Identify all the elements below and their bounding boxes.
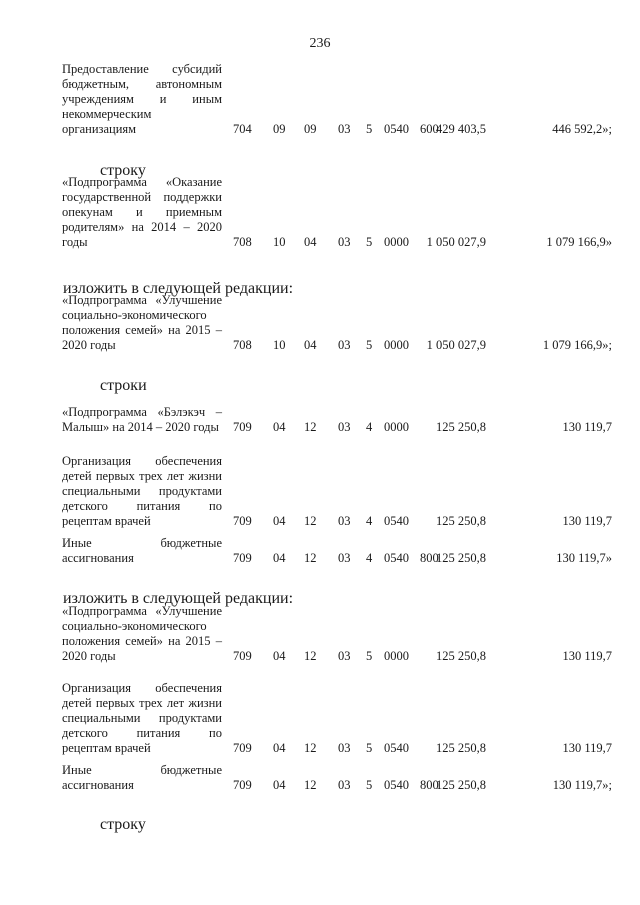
subsection: 12	[304, 649, 317, 663]
value-2015: 125 250,8	[436, 514, 486, 528]
row-label: «Подпрограмма «Оказание государственной поддержки опекунам и приемным родителям» на 2014 – 2020 годы	[62, 175, 222, 249]
section: 04	[273, 741, 286, 755]
admin-code: 709	[233, 420, 252, 434]
admin-code: 709	[233, 778, 252, 792]
admin-code: 708	[233, 338, 252, 352]
row-label: Предоставление субсидий бюджетным, автономным учреждениям и иным некоммерческим организациям	[62, 62, 222, 136]
value-2016: 130 119,7»	[556, 551, 612, 565]
subsection: 12	[304, 778, 317, 792]
block-intro: строки	[100, 377, 147, 394]
value-2015: 125 250,8	[436, 551, 486, 565]
value-2015: 1 050 027,9	[426, 338, 486, 352]
section: 04	[273, 551, 286, 565]
subsection: 04	[304, 338, 317, 352]
subsection: 12	[304, 741, 317, 755]
subprogram-code: 5	[366, 741, 373, 755]
admin-code: 709	[233, 551, 252, 565]
direction-code: 0540	[384, 778, 409, 792]
row-label: «Подпрограмма «Улучшение социально-экономического положения семей» на 2015 – 2020 годы	[62, 604, 222, 663]
subprogram-code: 5	[366, 778, 373, 792]
section: 10	[273, 338, 286, 352]
block-intro: изложить в следующей редакции:	[63, 280, 294, 297]
value-2016: 130 119,7	[562, 420, 612, 434]
block-intro: изложить в следующей редакции:	[63, 590, 294, 607]
admin-code: 709	[233, 741, 252, 755]
direction-code: 0000	[384, 420, 409, 434]
direction-code: 0540	[384, 741, 409, 755]
program-code: 03	[338, 122, 351, 136]
subsection: 09	[304, 122, 317, 136]
value-2015: 125 250,8	[436, 741, 486, 755]
value-2016: 130 119,7	[562, 649, 612, 663]
program-code: 03	[338, 235, 351, 249]
page-number: 236	[309, 36, 331, 51]
expense-type: 800	[420, 551, 439, 565]
subprogram-code: 5	[366, 122, 373, 136]
row-label: «Подпрограмма «Бэлэкэч – Малыш» на 2014 – 2020 годы	[62, 405, 222, 434]
admin-code: 708	[233, 235, 252, 249]
value-2015: 125 250,8	[436, 649, 486, 663]
subsection: 12	[304, 551, 317, 565]
subprogram-code: 4	[366, 514, 373, 528]
value-2015: 125 250,8	[436, 778, 486, 792]
admin-code: 704	[233, 122, 252, 136]
program-code: 03	[338, 649, 351, 663]
value-2016: 130 119,7	[562, 514, 612, 528]
value-2016: 130 119,7»;	[552, 778, 612, 792]
value-2016: 1 079 166,9»	[546, 235, 612, 249]
row-label: Иные бюджетные ассигнования	[62, 763, 222, 792]
subprogram-code: 5	[366, 649, 373, 663]
section: 09	[273, 122, 286, 136]
subsection: 12	[304, 420, 317, 434]
value-2016: 1 079 166,9»;	[542, 338, 612, 352]
value-2015: 125 250,8	[436, 420, 486, 434]
row-label: Иные бюджетные ассигнования	[62, 536, 222, 565]
expense-type: 600	[420, 122, 439, 136]
subprogram-code: 4	[366, 420, 373, 434]
section: 04	[273, 778, 286, 792]
subprogram-code: 4	[366, 551, 373, 565]
value-2016: 446 592,2»;	[552, 122, 612, 136]
row-label: Организация обеспечения детей первых трех лет жизни специальными продуктами детского питания по рецептам врачей	[62, 454, 222, 528]
row-label: «Подпрограмма «Улучшение социально-экономического положения семей» на 2015 – 2020 годы	[62, 293, 222, 352]
section: 10	[273, 235, 286, 249]
direction-code: 0540	[384, 514, 409, 528]
subprogram-code: 5	[366, 235, 373, 249]
value-2016: 130 119,7	[562, 741, 612, 755]
direction-code: 0000	[384, 338, 409, 352]
program-code: 03	[338, 551, 351, 565]
direction-code: 0540	[384, 122, 409, 136]
direction-code: 0540	[384, 551, 409, 565]
program-code: 03	[338, 741, 351, 755]
block-intro: строку	[100, 162, 146, 179]
value-2015: 429 403,5	[436, 122, 486, 136]
direction-code: 0000	[384, 649, 409, 663]
section: 04	[273, 649, 286, 663]
block-intro: строку	[100, 816, 146, 833]
subsection: 12	[304, 514, 317, 528]
program-code: 03	[338, 420, 351, 434]
section: 04	[273, 420, 286, 434]
subprogram-code: 5	[366, 338, 373, 352]
admin-code: 709	[233, 649, 252, 663]
subsection: 04	[304, 235, 317, 249]
expense-type: 800	[420, 778, 439, 792]
section: 04	[273, 514, 286, 528]
direction-code: 0000	[384, 235, 409, 249]
admin-code: 709	[233, 514, 252, 528]
row-label: Организация обеспечения детей первых трех лет жизни специальными продуктами детского питания по рецептам врачей	[62, 681, 222, 755]
program-code: 03	[338, 338, 351, 352]
value-2015: 1 050 027,9	[426, 235, 486, 249]
program-code: 03	[338, 778, 351, 792]
program-code: 03	[338, 514, 351, 528]
